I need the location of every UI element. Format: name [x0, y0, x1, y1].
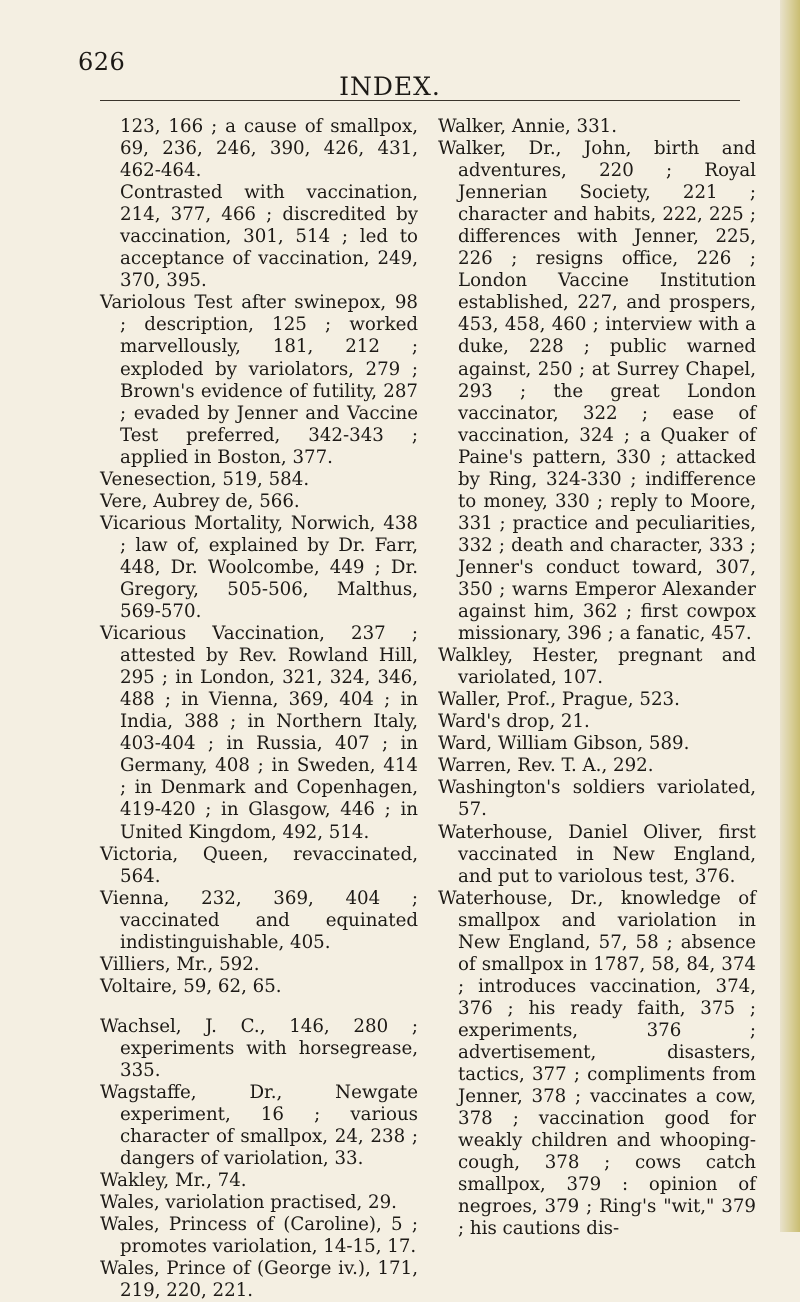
index-column-right [438, 116, 756, 1240]
index-entry: Wales, variolation practised, 29. [100, 1192, 397, 1214]
index-entry: Vienna, 232, 369, 404 ; vaccinated and equinated indistinguishable, 405. [100, 887, 418, 953]
page-header [0, 40, 780, 100]
index-entry: Vere, Aubrey de, 566. [100, 490, 300, 512]
header-rule [100, 100, 740, 101]
index-entry: Vicarious Vaccination, 237 ; attested by Rev. Rowland Hill, 295 ; in London, 321, 324, 346, 488 ; in Vienna, 369, 404 ; in India, 388 ; in Northern Italy, 403-404 ; in Russia, 407 ; in Germany, 408 ; in Sweden, 414 ; in Denmark and Copenhagen, 419-420 ; in Glasgow, 446 ; in United Kingdom, 492, 514. [100, 623, 418, 843]
index-entry: Wachsel, J. C., 146, 280 ; experiments with horsegrease, 335. [100, 1015, 418, 1081]
index-entry: 123, 166 ; a cause of smallpox, 69, 236, 246, 390, 426, 431, 462-464. [120, 116, 418, 182]
index-entry: Walker, Dr., John, birth and adventures, 220 ; Royal Jennerian Society, 221 ; character and habits, 222, 225 ; differences with Jenner, 225, 226 ; resigns office, 226 ; London Vaccine Institution established, 227, and prospers, 453, 458, 460 ; interview with a duke, 228 ; public warned against, 250 ; at Surrey Chapel, 293 ; the great London vaccinator, 322 ; ease of vaccination, 324 ; a Quaker of Paine's pattern, 330 ; attacked by Ring, 324-330 ; indifference to money, 330 ; reply to Moore, 331 ; practice and peculiarities, 332 ; death and character, 333 ; Jenner's conduct toward, 307, 350 ; warns Emperor Alexander against him, 362 ; first cowpox missionary, 396 ; a fanatic, 457. [438, 138, 756, 645]
index-entry: Voltaire, 59, 62, 65. [100, 975, 282, 997]
index-entry: Variolous Test after swinepox, 98 ; description, 125 ; worked marvellously, 181, 212 ; exploded by variolators, 279 ; Brown's evidence of futility, 287 ; evaded by Jenner and Vaccine Test preferred, 342-343 ; applied in Boston, 377. [100, 292, 418, 468]
index-entry: Villiers, Mr., 592. [100, 953, 260, 975]
index-entry: Venesection, 519, 584. [100, 468, 310, 490]
index-entry: Wagstaffe, Dr., Newgate experiment, 16 ; various character of smallpox, 24, 238 ; dangers of variolation, 33. [100, 1082, 418, 1170]
index-entry: Contrasted with vaccination, 214, 377, 466 ; discredited by vaccination, 301, 514 ; led to acceptance of vaccination, 249, 370, 395. [120, 182, 418, 292]
page-edge [780, 0, 800, 1232]
index-entry: Walker, Annie, 331. [438, 116, 618, 137]
index-entry: Waller, Prof., Prague, 523. [438, 689, 680, 711]
index-entry: Washington's soldiers variolated, 57. [438, 777, 756, 821]
index-entry: Victoria, Queen, revaccinated, 564. [100, 843, 418, 887]
page-number: 626 [78, 48, 126, 76]
index-entry: Vicarious Mortality, Norwich, 438 ; law of, explained by Dr. Farr, 448, Dr. Woolcombe, 449 ; Dr. Gregory, 505-506, Malthus, 569-570. [100, 512, 418, 623]
index-entry: Wales, Prince of (George iv.), 171, 219, 220, 221. [100, 1258, 418, 1302]
index-entry: Walkley, Hester, pregnant and variolated, 107. [438, 645, 756, 689]
index-entry: Warren, Rev. T. A., 292. [438, 755, 654, 777]
index-column-left [100, 116, 418, 1302]
index-entry: Waterhouse, Dr., knowledge of smallpox and variolation in New England, 57, 58 ; absence of smallpox in 1787, 58, 84, 374 ; introduces vaccination, 374, 376 ; his ready faith, 375 ; experiments, 376 ; advertisement, disasters, tactics, 377 ; compliments from Jenner, 378 ; vaccinates a cow, 378 ; vaccination good for weakly children and whooping-cough, 378 ; cows catch smallpox, 379 : opinion of negroes, 379 ; Ring's "wit," 379 ; his cautions dis- [438, 887, 756, 1240]
index-entry: Ward's drop, 21. [438, 711, 590, 733]
page-title: INDEX. [339, 72, 441, 101]
index-entry: Waterhouse, Daniel Oliver, first vaccinated in New England, and put to variolous test, 376. [438, 821, 756, 887]
index-entry: Wakley, Mr., 74. [100, 1170, 247, 1192]
index-entry: Ward, William Gibson, 589. [438, 733, 690, 755]
index-entry: Wales, Princess of (Caroline), 5 ; promotes variolation, 14-15, 17. [100, 1214, 418, 1258]
